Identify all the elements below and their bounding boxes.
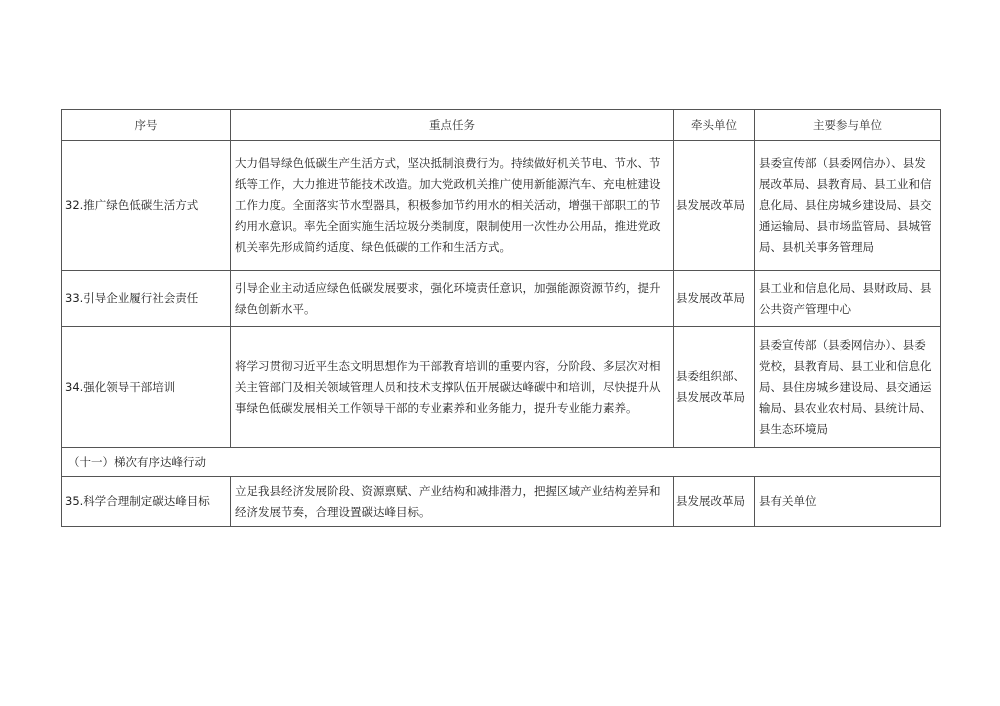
row-name: 32.推广绿色低碳生活方式 [62, 141, 231, 271]
header-row [62, 110, 941, 141]
row-task: 将学习贯彻习近平生态文明思想作为干部教育培训的重要内容，分阶段、多层次对相关主管部门及相关领域管理人员和技术支撑队伍开展碳达峰碳中和培训，尽快提升从事绿色低碳发展相关工作领导干部的专业素养和业务能力，提升专业能力素养。 [231, 327, 674, 448]
row-task: 引导企业主动适应绿色低碳发展要求，强化环境责任意识，加强能源资源节约，提升绿色创新水平。 [231, 271, 674, 327]
group-heading: （十一）梯次有序达峰行动 [62, 448, 941, 477]
header-index: 序号 [62, 110, 231, 141]
row-participants: 县工业和信息化局、县财政局、县公共资产管理中心 [755, 271, 941, 327]
row-lead: 县发展改革局 [674, 141, 755, 271]
row-lead: 县发展改革局 [674, 271, 755, 327]
task-table [61, 109, 941, 527]
row-task: 大力倡导绿色低碳生产生活方式，坚决抵制浪费行为。持续做好机关节电、节水、节纸等工作，大力推进节能技术改造。加大党政机关推广使用新能源汽车、充电桩建设工作力度。全面落实节水型器具，积极参加节约用水的相关活动，增强干部职工的节约用水意识。率先全面实施生活垃圾分类制度，限制使用一次性办公用品，推进党政机关率先形成简约适度、绿色低碳的工作和生活方式。 [231, 141, 674, 271]
header-lead: 牵头单位 [674, 110, 755, 141]
group-heading-row [62, 448, 941, 477]
row-participants: 县委宣传部（县委网信办）、县委党校，县教育局、县工业和信息化局、县住房城乡建设局、县交通运输局、县农业农村局、县统计局、县生态环境局 [755, 327, 941, 448]
row-name: 35.科学合理制定碳达峰目标 [62, 477, 231, 527]
row-task: 立足我县经济发展阶段、资源禀赋、产业结构和减排潜力，把握区域产业结构差异和经济发展节奏，合理设置碳达峰目标。 [231, 477, 674, 527]
row-participants: 县委宣传部（县委网信办）、县发展改革局、县教育局、县工业和信息化局、县住房城乡建设局、县交通运输局、县市场监管局、县城管局、县机关事务管理局 [755, 141, 941, 271]
row-participants: 县有关单位 [755, 477, 941, 527]
table-row [62, 327, 941, 448]
row-lead: 县委组织部、县发展改革局 [674, 327, 755, 448]
header-task: 重点任务 [231, 110, 674, 141]
row-name: 34.强化领导干部培训 [62, 327, 231, 448]
row-lead: 县发展改革局 [674, 477, 755, 527]
table-row [62, 271, 941, 327]
table-row [62, 141, 941, 271]
row-name: 33.引导企业履行社会责任 [62, 271, 231, 327]
table-row [62, 477, 941, 527]
header-participants: 主要参与单位 [755, 110, 941, 141]
